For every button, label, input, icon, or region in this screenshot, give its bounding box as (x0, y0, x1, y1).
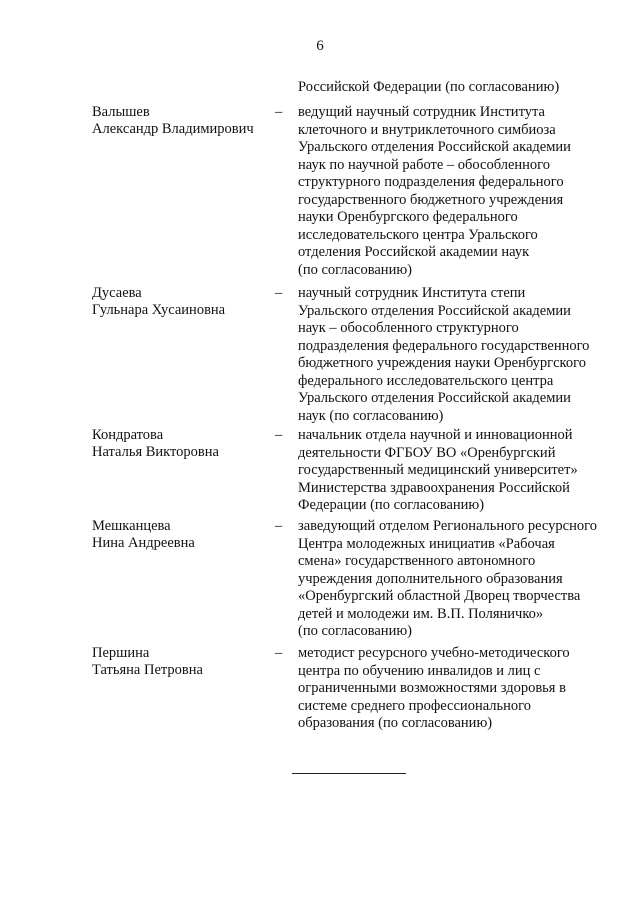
continuation-line: Российской Федерации (по согласованию) (298, 79, 560, 95)
position-line: системе среднего профессионального (298, 697, 531, 714)
member-name (92, 104, 272, 138)
position-line: начальник отдела научной и инновационной (298, 427, 573, 443)
position-line: федерального исследовательского центра (298, 372, 554, 389)
position-line: структурного подразделения федерального (298, 174, 564, 190)
dash-separator: – (275, 518, 283, 534)
position-line: учреждения дополнительного образования (298, 570, 563, 587)
member-name (92, 427, 272, 461)
position-line: государственного бюджетного учреждения (298, 191, 564, 208)
dash-separator: – (275, 645, 283, 661)
member-name (92, 285, 272, 319)
position-line: научный сотрудник Института степи (298, 285, 526, 301)
position-line: Министерства здравоохранения Российской (298, 479, 570, 496)
position-line: наук (по согласованию) (298, 407, 444, 424)
member-position (298, 518, 618, 641)
position-line: детей и молодежи им. В.П. Поляничко» (298, 605, 544, 622)
member-surname: Мешканцева (92, 518, 171, 534)
end-divider-line (292, 773, 406, 774)
member-position (298, 645, 618, 733)
member-name (92, 645, 272, 679)
position-line: Уральского отделения Российской академии (298, 302, 571, 319)
position-line: центра по обучению инвалидов и лиц с (298, 662, 541, 679)
position-line: смена» государственного автономного (298, 553, 536, 569)
member-given-names: Гульнара Хусаиновна (92, 302, 226, 318)
position-line: Уральского отделения Российской академии (298, 390, 571, 406)
position-line: отделения Российской академии наук (298, 244, 530, 260)
member-position (298, 104, 618, 279)
position-line: ведущий научный сотрудник Института (298, 104, 545, 120)
position-line: наук – обособленного структурного (298, 320, 519, 336)
position-line: деятельности ФГБОУ ВО «Оренбургский (298, 444, 556, 461)
position-line: наук по научной работе – обособленного (298, 156, 551, 173)
dash-separator: – (275, 285, 283, 301)
position-line: (по согласованию) (298, 261, 412, 278)
position-line: исследовательского центра Уральского (298, 226, 538, 243)
position-line: заведующий отделом Регионального ресурсного (298, 518, 597, 534)
page-number: 6 (316, 38, 324, 54)
position-line: ограниченными возможностями здоровья в (298, 680, 566, 696)
member-surname: Першина (92, 645, 150, 661)
member-given-names: Татьяна Петровна (92, 662, 203, 678)
member-given-names: Нина Андреевна (92, 535, 195, 551)
dash-separator: – (275, 104, 283, 120)
member-position (298, 427, 618, 515)
position-line: государственный медицинский университет» (298, 462, 578, 478)
member-surname: Кондратова (92, 427, 164, 443)
position-line: методист ресурсного учебно-методического (298, 645, 570, 661)
dash-separator: – (275, 427, 283, 443)
position-line: Центра молодежных инициатив «Рабочая (298, 535, 555, 552)
position-line: бюджетного учреждения науки Оренбургского (298, 355, 586, 371)
position-line: подразделения федерального государственного (298, 337, 590, 354)
position-line: «Оренбургский областной Дворец творчества (298, 588, 581, 604)
position-line: науки Оренбургского федерального (298, 209, 518, 225)
position-line: (по согласованию) (298, 623, 412, 639)
position-line: Уральского отделения Российской академии (298, 139, 571, 155)
member-position (298, 285, 618, 425)
member-given-names: Александр Владимирович (92, 121, 254, 137)
member-given-names: Наталья Викторовна (92, 444, 219, 460)
position-line: клеточного и внутриклеточного симбиоза (298, 121, 556, 138)
member-surname: Валышев (92, 104, 150, 120)
member-name (92, 518, 272, 552)
member-surname: Дусаева (92, 285, 142, 301)
position-line: образования (по согласованию) (298, 715, 493, 731)
position-line: Федерации (по согласованию) (298, 497, 485, 513)
